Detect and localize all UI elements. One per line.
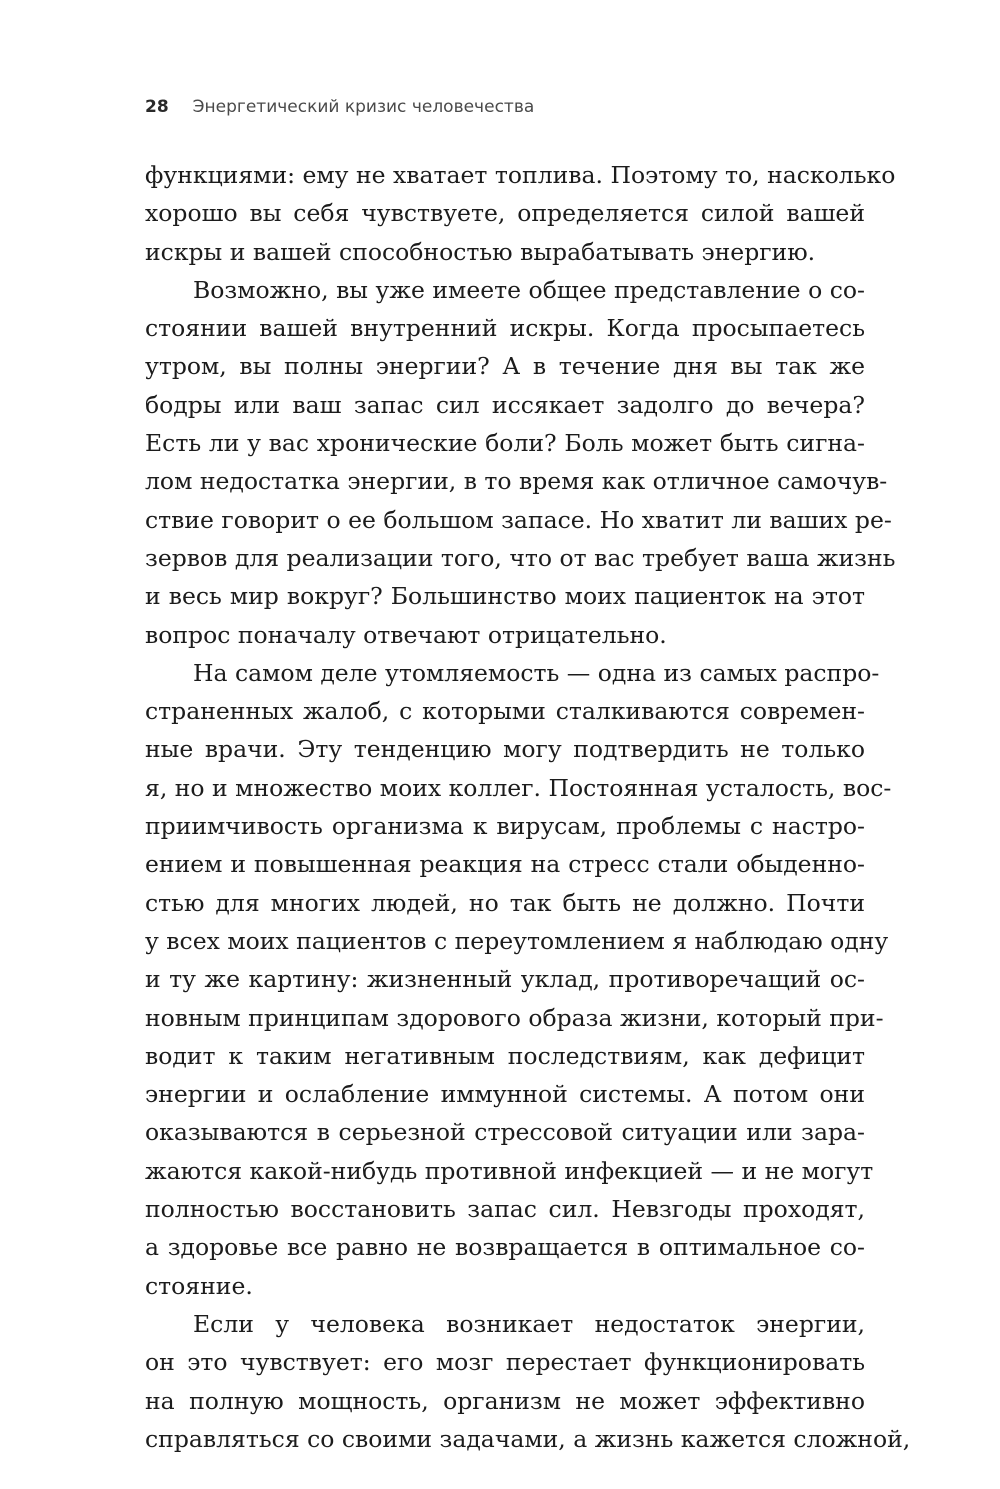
text-line: ные врачи. Эту тенденцию могу подтвердить не только (145, 735, 865, 764)
text-line: искры и вашей способностью вырабатывать энергию. (145, 237, 816, 266)
text-line: я, но и множество моих коллег. Постоянная усталость, вос- (145, 773, 892, 802)
text-line: утром, вы полны энергии? А в течение дня вы так же (145, 352, 865, 381)
text-line: хорошо вы себя чувствуете, определяется силой вашей (145, 199, 865, 228)
text-line: На самом деле утомляемость — одна из самых распро- (193, 658, 880, 687)
text-line: на полную мощность, организм не может эффективно (145, 1386, 865, 1415)
text-line: вопрос поначалу отвечают отрицательно. (145, 620, 667, 649)
text-line: стью для многих людей, но так быть не должно. Почти (145, 888, 865, 917)
running-header (145, 97, 534, 117)
body-text (145, 156, 911, 1458)
paragraph (145, 271, 896, 654)
text-line: ствие говорит о ее большом запасе. Но хватит ли ваших ре- (145, 505, 892, 534)
text-line: жаются какой-нибудь противной инфекцией — и не могут (145, 1156, 874, 1185)
text-line: справляться со своими задачами, а жизнь кажется сложной, (145, 1424, 911, 1453)
page-number: 28 (145, 97, 169, 117)
paragraph (145, 156, 896, 271)
text-line: стоянии вашей внутренний искры. Когда просыпаетесь (145, 314, 865, 343)
paragraph (145, 1305, 911, 1458)
text-line: и весь мир вокруг? Большинство моих пациенток на этот (145, 582, 865, 611)
text-line: зервов для реализации того, что от вас требует ваша жизнь (145, 543, 896, 572)
text-line: Возможно, вы уже имеете общее представление о со- (193, 275, 865, 304)
text-line: и ту же картину: жизненный уклад, противоречащий ос- (145, 965, 865, 994)
text-line: приимчивость организма к вирусам, проблемы с настро- (145, 812, 865, 841)
text-line: лом недостатка энергии, в то время как отличное самочув- (145, 467, 888, 496)
text-line: новным принципам здорового образа жизни, который при- (145, 1003, 884, 1032)
text-line: страненных жалоб, с которыми сталкиваются современ- (145, 697, 865, 726)
text-line: энергии и ослабление иммунной системы. А потом они (145, 1080, 865, 1109)
text-line: он это чувствует: его мозг перестает функционировать (145, 1348, 865, 1377)
text-line: Если у человека возникает недостаток энергии, (193, 1309, 865, 1338)
chapter-title: Энергетический кризис человечества (192, 97, 535, 117)
text-line: Есть ли у вас хронические боли? Боль может быть сигна- (145, 429, 865, 458)
text-line: функциями: ему не хватает топлива. Поэтому то, насколько (145, 161, 896, 189)
text-line: оказываются в серьезной стрессовой ситуации или зара- (145, 1118, 865, 1147)
text-line: у всех моих пациентов с переутомлением я наблюдаю одну (145, 926, 889, 955)
text-line: водит к таким негативным последствиям, как дефицит (145, 1041, 865, 1070)
paragraph (145, 654, 892, 1305)
text-line: стояние. (145, 1271, 253, 1300)
text-line: полностью восстановить запас сил. Невзгоды проходят, (145, 1195, 865, 1224)
text-line: бодры или ваш запас сил иссякает задолго до вечера? (145, 390, 865, 419)
text-line: а здоровье все равно не возвращается в оптимальное со- (145, 1233, 865, 1262)
text-line: ением и повышенная реакция на стресс стали обыденно- (145, 850, 865, 879)
